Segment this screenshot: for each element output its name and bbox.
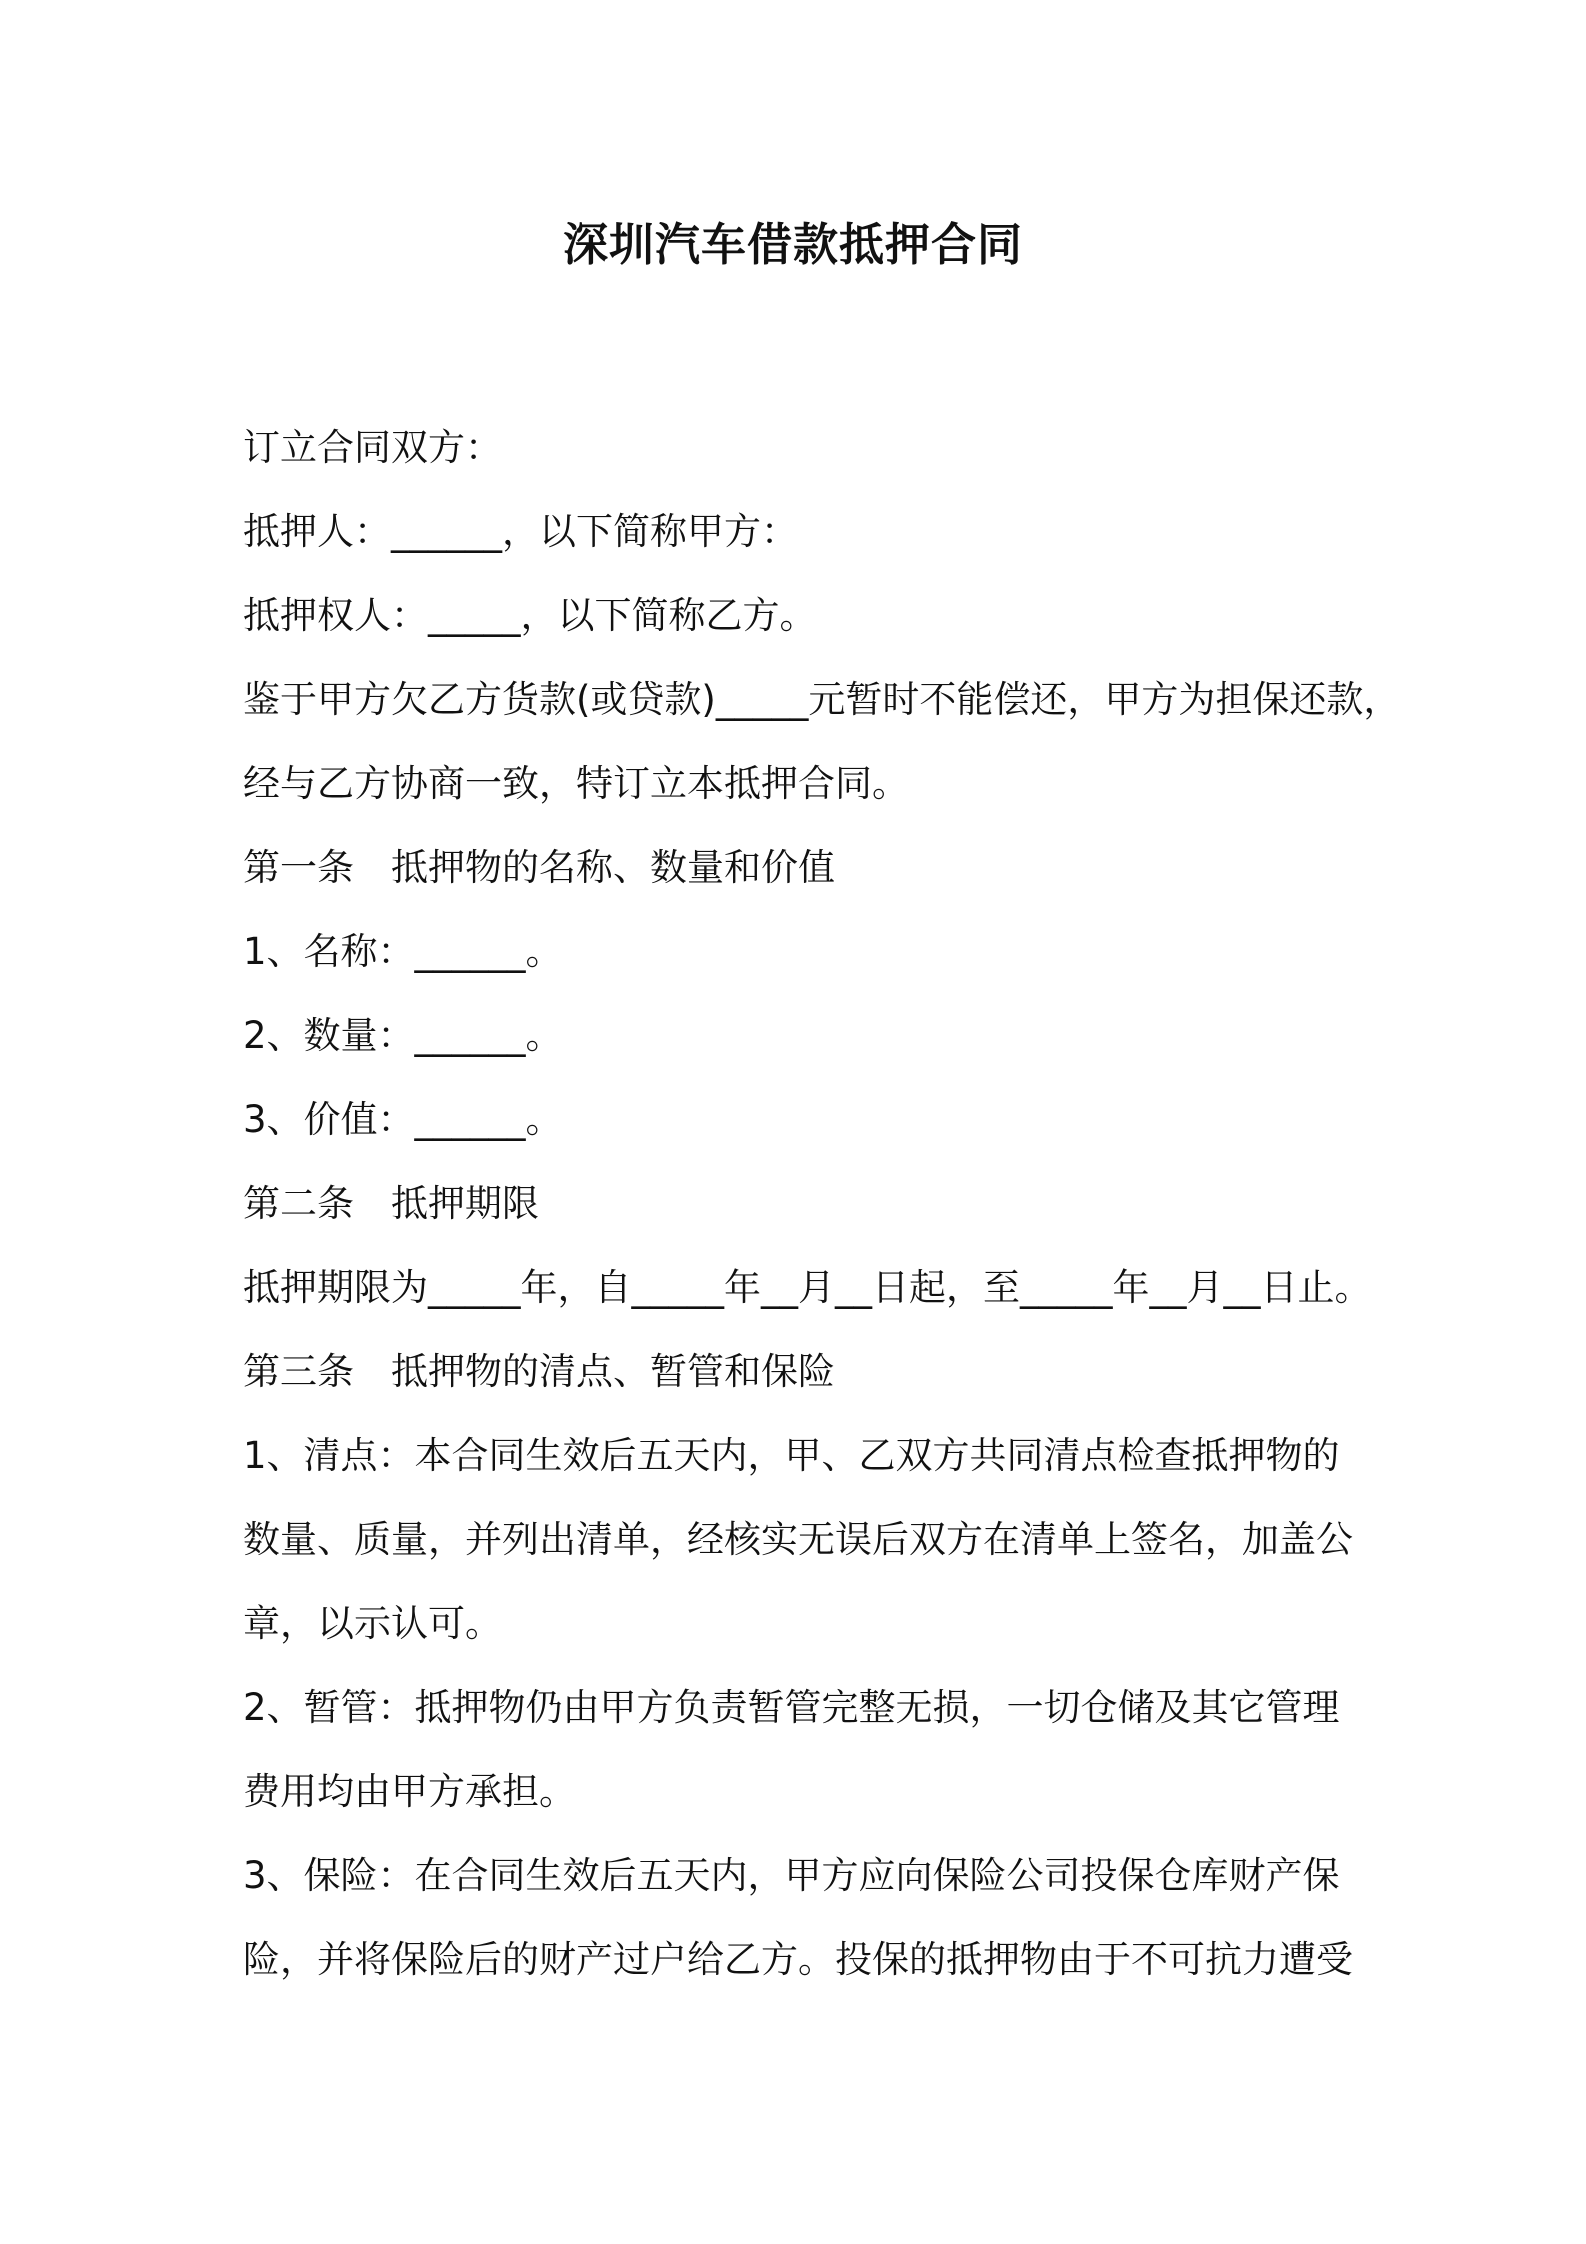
text-line: 数量、质量，并列出清单，经核实无误后双方在清单上签名，加盖公 — [243, 1518, 1353, 1561]
text-line: 经与乙方协商一致，特订立本抵押合同。 — [243, 762, 909, 805]
text-line: 1、清点：本合同生效后五天内，甲、乙双方共同清点检查抵押物的 — [243, 1434, 1340, 1477]
text-line: 订立合同双方： — [243, 426, 502, 469]
text-line: 抵押人：______，以下简称甲方： — [243, 510, 798, 553]
section-heading: 第一条 抵押物的名称、数量和价值 — [243, 846, 835, 889]
text-line: 3、保险：在合同生效后五天内，甲方应向保险公司投保仓库财产保 — [243, 1854, 1340, 1897]
text-line: 2、数量：______。 — [243, 1014, 563, 1057]
document-title: 深圳汽车借款抵押合同 — [562, 218, 1023, 271]
text-line: 抵押权人：_____，以下简称乙方。 — [243, 594, 817, 637]
text-line: 2、暂管：抵押物仍由甲方负责暂管完整无损，一切仓储及其它管理 — [243, 1686, 1340, 1729]
text-line: 1、名称：______。 — [243, 930, 563, 973]
text-line: 费用均由甲方承担。 — [243, 1770, 576, 1813]
section-heading: 第三条 抵押物的清点、暂管和保险 — [243, 1350, 835, 1393]
text-line: 险，并将保险后的财产过户给乙方。投保的抵押物由于不可抗力遭受 — [243, 1938, 1353, 1981]
section-heading: 第二条 抵押期限 — [243, 1182, 539, 1225]
text-line: 3、价值：______。 — [243, 1098, 563, 1141]
document-body — [243, 406, 1401, 2002]
text-line: 抵押期限为_____年，自_____年__月__日起，至_____年__月__日止。 — [243, 1266, 1372, 1309]
text-line: 鉴于甲方欠乙方货款(或贷款)_____元暂时不能偿还，甲方为担保还款， — [243, 678, 1401, 721]
text-line: 章，以示认可。 — [243, 1602, 502, 1645]
